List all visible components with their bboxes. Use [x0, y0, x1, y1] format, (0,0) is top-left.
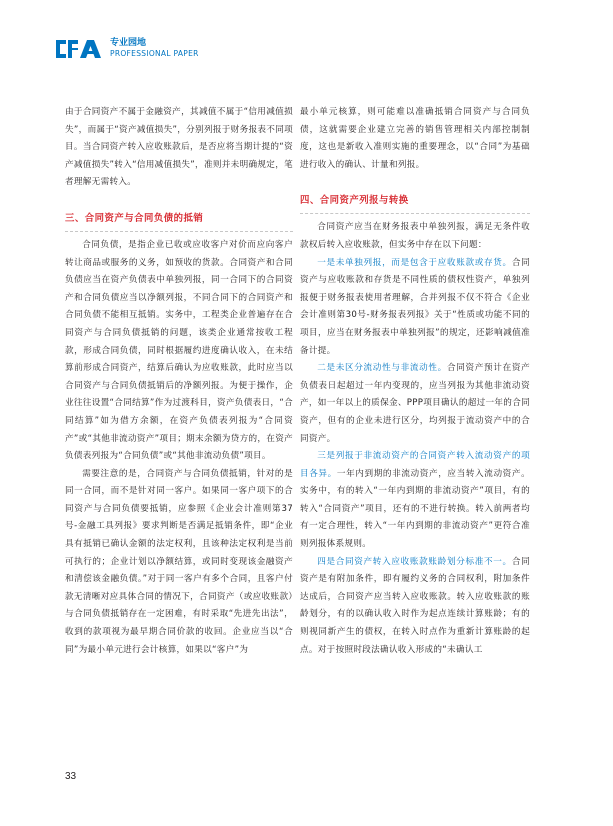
right-paragraph-1: 最小单元核算，则可能难以准确抵销合同资产与合同负债，这就需要企业建立完善的销售管理相关内部控制制度，这也是新收入准则实施的重要理念，以“合同”为基础进行收入的确认、计量和列报。 [300, 107, 530, 170]
point-4-highlight: 四是合同资产转入应收账款账龄划分标准不一。 [317, 556, 512, 567]
left-paragraph-1: 由于合同资产不属于金融资产，其减值不属于“信用减值损失”，而属于“资产减值损失”，分别列报于财务报表不同项目。当合同资产转入应收账款后，是否应将当期计提的“资产减值损失”转入“信用减值损失”，准则并未明确规定，笔者理解无需转入。 [65, 107, 293, 188]
left-paragraph-3: 需要注意的是，合同资产与合同负债抵销，针对的是同一合同，而不是针对同一客户。如果同一客户项下的合同资产与合同负债要抵销，应参照《企业会计准则第37号-金融工具列报》要求判断是否满足抵销条件，即“企业具有抵销已确认金额的法定权利，且该种法定权利是当前可执行的；企业计划以净额结算，或同时变现该金融资产和清偿该金融负债。”对于同一客户有多个合同，且客户付款无清晰对应具体合同的情况下，合同资产（或应收账款）与合同负债抵销存在一定困难，有时采取“先进先出法”，收到的款项视为最早期合同价款的收回。企业应当以“合同”为最小单元进行会计核算，如果以“客户”为 [65, 468, 293, 655]
right-paragraph-4 [300, 360, 530, 448]
brand [110, 37, 199, 59]
point-1-highlight: 一是未单独列报，而是包含于应收账款或存货。 [317, 257, 512, 268]
right-paragraph-5 [300, 448, 530, 554]
point-2-highlight: 二是未区分流动性与非流动性。 [317, 363, 447, 374]
right-paragraph-6 [300, 554, 530, 660]
cfa-logo-icon [56, 34, 104, 64]
section-heading-3: 三、合同资产与合同负债的抵销 [65, 212, 204, 224]
point-2-text: 合同资产预计在资产负债表日起超过一年内变现的，应当列报为其他非流动资产，如一年以上的质保金、PPP项目确认的超过一年的合同资产，但有的企业未进行区分，均列报于流动资产中的合同资产。 [300, 363, 530, 444]
right-paragraph-3 [300, 255, 530, 361]
right-column [300, 104, 530, 659]
heading-divider [300, 213, 530, 214]
page-number: 33 [65, 771, 77, 782]
point-1-text: 合同资产与应收账款和存货是不同性质的债权性资产，单独列报便于财务报表使用者理解，合并列报不仅不符合《企业会计准则第30号-财务报表列报》关于“性质或功能不同的项目，应当在财务报表中单独列报”的规定，还影响减值准备计提。 [300, 257, 530, 356]
brand-cn: 专业园地 [110, 38, 147, 48]
point-3-text: 一年内到期的非流动资产，应当转入流动资产。实务中，有的转入“一年内到期的非流动资产”项目，有的转入“合同资产”项目，还有的不进行转换。转入前两者均有一定合理性，转入“一年内到期的非流动资产”更符合准则列报体系规则。 [300, 468, 530, 550]
point-4-text: 合同资产是有附加条件，即有履约义务的合同权利，附加条件达成后，合同资产应当转入应收账款。转入应收账款的账龄划分，有的以确认收入时作为起点连续计算账龄；有的则视同新产生的债权，在转入时点作为重新计算账龄的起点。对于按照时段法确认收入形成的“未确认工 [300, 556, 530, 655]
brand-en: PROFESSIONAL PAPER [110, 49, 199, 58]
left-paragraph-2: 合同负债，是指企业已收或应收客户对价而应向客户转让商品或服务的义务，如预收的货款。合同资产和合同负债应当在资产负债表中单独列报，同一合同下的合同资产和合同负债应当以净额列报，不同合同下的合同资产和合同负债不能相互抵销。实务中，工程类企业普遍存在合同资产与合同负债抵销的问题，该类企业通常按收工程款，形成合同负债，同时根据履约进度确认收入，在未结算前形成合同资产，结算后确认为应收账款，此时应当以合同资产与合同负债抵销后的净额列报。为便于操作，企业往往设置“合同结算”作为过渡科目，资产负债表日，“合同结算”如为借方余额，在资产负债表列报为“合同资产”或“其他非流动资产”项目；期末余额为贷方的，在资产负债表列报为“合同负债”或“其他非流动负债”项目。 [65, 239, 293, 462]
heading-divider [65, 231, 293, 232]
right-paragraph-2: 合同资产应当在财务报表中单独列报，满足无条件收款权后转入应收账款，但实务中存在以下问题： [300, 222, 530, 250]
point-3-highlight: 三是列报于非流动资产的合同资产转入流动资产的项目各异。 [300, 451, 530, 479]
left-column [65, 104, 293, 659]
section-heading-4: 四、合同资产列报与转换 [300, 195, 409, 207]
